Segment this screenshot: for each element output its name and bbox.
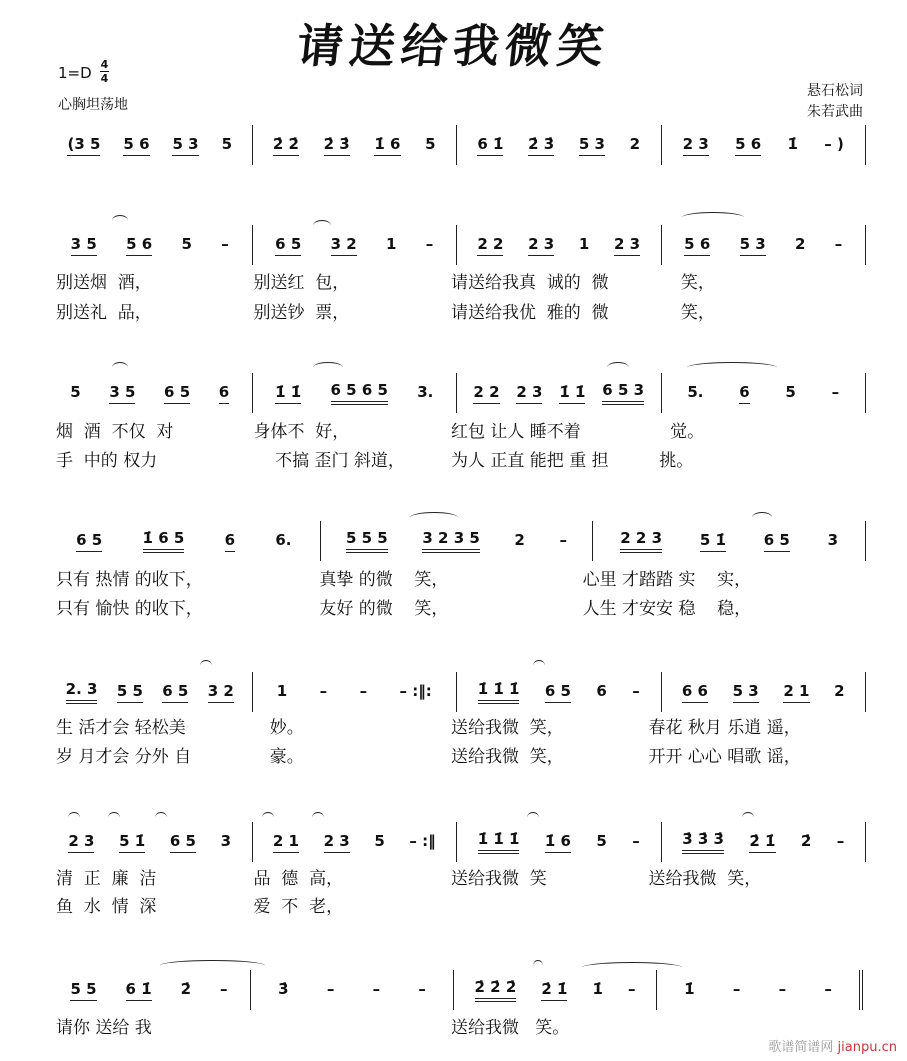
note-group: – (831, 383, 840, 401)
note-group: 5 1̇ (700, 531, 726, 552)
bar-line (865, 822, 866, 862)
note-group: 1̇ 1̇ 1̇ (478, 830, 520, 854)
note-group: 1 (578, 235, 590, 253)
staff-system (48, 822, 866, 862)
note-group: 6 5 3 (602, 381, 644, 405)
bar-line (865, 125, 866, 165)
note-group: 2̇ (180, 980, 192, 998)
note-group: 6 5 6 5 (331, 381, 388, 405)
note-group: 2 2 (473, 383, 499, 404)
note-group: 5 (374, 832, 385, 850)
watermark-site: 歌谱简谱网 (768, 1040, 834, 1055)
measure (48, 225, 252, 265)
lyric-segment: 生 活才会 轻松美 (56, 718, 186, 738)
note-group: 3 2 3 5 (422, 529, 479, 553)
lyric-segment: 送给我微 笑 (451, 869, 547, 889)
lyric-line (56, 268, 846, 293)
measure (661, 225, 866, 265)
slur-mark (68, 812, 80, 823)
staff-system (48, 672, 866, 712)
lyric-segment: 别送礼 品， (56, 303, 152, 323)
note-group: 2 3 (683, 135, 709, 156)
note-group: 2 2 (477, 235, 503, 256)
slur-mark (533, 660, 545, 671)
note-group: 2̇ 3̇ (324, 135, 350, 156)
note-group: 6. (275, 531, 292, 549)
measure (456, 125, 661, 165)
lyric-line (56, 298, 846, 323)
staff-system (48, 225, 866, 265)
note-group: – (732, 980, 741, 998)
note-group: 5 3 (579, 135, 605, 156)
lyric-segment: 友好 的微 笑， (319, 599, 449, 619)
note-group: 1̇ (592, 980, 603, 998)
note-group: 5 (785, 383, 796, 401)
lyric-segment: 别送烟 酒， (56, 273, 152, 293)
slur-mark (533, 960, 543, 971)
staff-system (48, 521, 866, 561)
note-group: 5. (687, 383, 704, 401)
measure (48, 672, 252, 712)
time-signature (100, 58, 109, 85)
measure (456, 373, 661, 413)
slur-mark (262, 812, 274, 823)
slur-mark (160, 960, 265, 971)
note-group: 6 5 (76, 531, 102, 552)
note-group: – (359, 682, 368, 700)
note-group: – (326, 980, 335, 998)
lyric-segment: 春花 秋月 乐逍 遥， (648, 718, 801, 738)
slur-mark (607, 362, 629, 373)
note-group: 2̇ 1̇ (541, 980, 567, 1001)
note-group: 3 2 (331, 235, 357, 256)
lyric-segment: 送给我微 笑， (451, 747, 564, 767)
lyric-segment (649, 892, 847, 917)
measure (250, 970, 453, 1010)
note-group: 3̇ 3̇ 3̇ (682, 830, 724, 854)
note-group: 2 3 (528, 235, 554, 256)
lyric-line (56, 594, 846, 619)
note-group: 3̇ (278, 980, 289, 998)
note-group: 5 6 (684, 235, 710, 256)
note-group: – (559, 531, 567, 549)
note-group: 1̇ 1̇ (559, 383, 585, 404)
measure (453, 970, 656, 1010)
measure (252, 373, 457, 413)
lyric-segment: 笑， (648, 273, 715, 293)
slur-mark (752, 512, 772, 523)
lyric-segment: 送给我微 笑。 (451, 1018, 570, 1038)
note-group: – (418, 980, 426, 998)
lyric-segment: 笑， (648, 303, 715, 323)
lyric-segment: 真挚 的微 笑， (319, 570, 449, 590)
slur-mark (687, 362, 777, 373)
lyric-line (56, 864, 846, 889)
lyric-segment: 烟 酒 不仅 对 (56, 422, 174, 442)
bar-line (865, 521, 866, 561)
measure (456, 672, 661, 712)
note-group: – (824, 980, 832, 998)
note-group: 5 1̇ (119, 832, 145, 853)
key-signature: 1=D (58, 64, 92, 82)
note-group: – ) (824, 135, 844, 153)
measure (252, 672, 457, 712)
note-group: 5 6 (123, 135, 149, 156)
lyricist-credit: 悬石松词 (807, 83, 863, 99)
lyric-segment: 请你 送给 我 (56, 1018, 152, 1038)
measure (656, 970, 859, 1010)
meter-bottom: 4 (100, 72, 109, 85)
measure (48, 125, 252, 165)
measure (661, 822, 866, 862)
lyric-line (56, 417, 846, 442)
note-group: 2̇ 2̇ 2̇ (475, 978, 517, 1002)
meter-top: 4 (100, 58, 109, 71)
bar-line (865, 225, 866, 265)
lyric-segment: 送给我微 笑， (648, 869, 762, 889)
note-group: 1 (276, 682, 288, 700)
lyric-segment: 品 德 高， (253, 869, 344, 889)
measure (48, 521, 320, 561)
lyric-line (56, 446, 846, 471)
lyric-segment: 挑。 (648, 451, 694, 471)
lyric-segment (649, 1013, 847, 1038)
note-group: 5 3 (740, 235, 766, 256)
note-group: 5 3 (733, 682, 759, 703)
slur-mark (112, 215, 128, 226)
lyric-segment: 觉。 (648, 422, 705, 442)
lyric-segment: 不搞 歪门 斜道， (253, 451, 405, 471)
tempo-marking: 心胸坦荡地 (58, 97, 128, 113)
lyric-segment: 只有 热情 的收下， (56, 570, 203, 590)
staff-system (48, 970, 866, 1010)
lyric-segment: 鱼 水 情 深 (56, 897, 157, 917)
note-group: 3 (827, 531, 839, 549)
note-group: – (425, 235, 434, 253)
lyric-line (56, 892, 846, 917)
slur-mark (582, 962, 682, 973)
note-group: 2 (514, 531, 525, 549)
song-title: 请送给我微笑 (294, 19, 613, 73)
slur-mark (200, 660, 212, 671)
note-group: 2 (834, 682, 845, 700)
note-group: – (319, 682, 328, 700)
note-group: – (221, 235, 229, 253)
lyric-segment: 请送给我优 雅的 微 (451, 303, 609, 323)
slur-mark (313, 362, 343, 373)
note-group: – (372, 980, 381, 998)
note-group: 6 5 (275, 235, 301, 256)
measure (456, 822, 661, 862)
lyric-segment: 心里 才踏踏 实 实， (582, 570, 752, 590)
note-group: 6 5 (545, 682, 571, 703)
note-group: 2 1 (783, 682, 809, 703)
measure (456, 225, 661, 265)
note-group: 5 (221, 135, 232, 153)
note-group: (3 5 (67, 135, 100, 156)
note-group: 5 5 (117, 682, 143, 703)
note-group: – (778, 980, 787, 998)
measure (661, 373, 866, 413)
slur-mark (682, 212, 744, 223)
note-group: 6 5 (164, 383, 190, 404)
lyric-segment: 为人 正直 能把 重 担 (451, 451, 609, 471)
note-group: – (632, 832, 640, 850)
note-group: 6 6 (682, 682, 708, 703)
lyric-segment: 清 正 廉 洁 (56, 869, 157, 889)
note-group: 2 3 (68, 832, 94, 853)
slur-mark (108, 812, 120, 823)
note-group: 2 1 (273, 832, 299, 853)
note-group: 1̇ 6 (374, 135, 400, 156)
measure (252, 225, 457, 265)
note-group: – :‖ (409, 832, 436, 850)
note-group: 2 (629, 135, 641, 153)
note-group: – (219, 980, 228, 998)
note-group: 2 3 (324, 832, 350, 853)
note-group: 1 (386, 235, 397, 253)
note-group: 1̇ (787, 135, 798, 153)
lyric-segment: 别送红 包， (253, 273, 350, 293)
slur-mark (155, 812, 167, 823)
lyric-segment: 人生 才安安 稳 稳， (582, 599, 752, 619)
measure (661, 672, 866, 712)
note-group: 5 5 5 (346, 529, 388, 553)
slur-mark (410, 512, 458, 523)
note-group: 2 2 3 (620, 529, 662, 553)
note-group: 5 6 (735, 135, 761, 156)
note-group: 5 3 (172, 135, 198, 156)
note-group: 3 5 (109, 383, 135, 404)
note-group: 6 1̇ (477, 135, 503, 156)
note-group: 3. (417, 383, 434, 401)
lyric-segment: 红包 让人 睡不着 (451, 422, 581, 442)
lyric-line (56, 713, 846, 738)
note-group: 5 (596, 832, 607, 850)
measure (252, 822, 457, 862)
watermark-url: jianpu.cn (837, 1040, 897, 1055)
note-group: 6 (225, 531, 235, 552)
bar-line (865, 373, 866, 413)
measure (48, 373, 252, 413)
slur-mark (742, 812, 754, 823)
lyric-segment: 手 中的 权力 (56, 451, 158, 471)
composer-credit: 朱若武曲 (807, 104, 863, 120)
note-group: – (836, 832, 845, 850)
slur-mark (527, 812, 539, 823)
slur-mark (312, 812, 324, 823)
note-group: 3 2 (208, 682, 234, 703)
note-group: 2̇ 3̇ (528, 135, 554, 156)
note-group: – (627, 980, 636, 998)
note-group: 6 (739, 383, 749, 404)
lyric-segment (254, 1013, 452, 1038)
bar-line (865, 672, 866, 712)
lyric-segment: 爱 不 老， (253, 897, 344, 917)
lyric-line (56, 742, 846, 767)
lyric-line (56, 1013, 846, 1038)
measure (48, 970, 250, 1010)
measure (592, 521, 865, 561)
note-group: 1̇ 1̇ 1̇ (478, 680, 520, 704)
staff-system (48, 125, 866, 165)
lyric-segment: 豪。 (253, 747, 304, 767)
note-group: 3 5 (71, 235, 97, 256)
slur-mark (112, 362, 128, 373)
staff-system (48, 373, 866, 413)
note-group: – (632, 682, 640, 700)
note-group: 5 5 (70, 980, 96, 1001)
note-group: 1̇ 6 (545, 832, 571, 853)
note-group: 6 1̇ (126, 980, 152, 1001)
measure (48, 822, 252, 862)
note-group: 2̇ (800, 832, 812, 850)
lyric-segment: 身体不 好， (253, 422, 350, 442)
note-group: 5 (425, 135, 436, 153)
lyric-segment: 请送给我真 诚的 微 (451, 273, 609, 293)
note-group: 2 3 (614, 235, 640, 256)
note-group: 6 5 (764, 531, 790, 552)
measure (252, 125, 457, 165)
note-group: 1̇ 6 5 (143, 529, 185, 553)
watermark (768, 1036, 897, 1055)
note-group: 3 (220, 832, 232, 850)
slur-mark (313, 220, 331, 231)
note-group: 2̇ 1̇ (749, 832, 775, 853)
lyric-line (56, 565, 846, 590)
bar-line (859, 970, 866, 1010)
note-group: 6 5 (170, 832, 196, 853)
lyric-segment: 岁 月才会 分外 自 (56, 747, 192, 767)
lyric-segment (451, 892, 649, 917)
note-group: – :‖: (399, 682, 432, 700)
note-group: 6 5 (162, 682, 188, 703)
note-group: 5 6 (126, 235, 152, 256)
note-group: 1̇ 1̇ (275, 383, 301, 404)
note-group: 5 (181, 235, 192, 253)
note-group: 6 (219, 383, 229, 404)
note-group: 2 (795, 235, 806, 253)
note-group: 6 (596, 682, 607, 700)
lyric-segment: 送给我微 笑， (451, 718, 564, 738)
note-group: – (834, 235, 843, 253)
lyric-segment: 只有 愉快 的收下， (56, 599, 203, 619)
lyric-segment: 开开 心心 唱歌 谣， (648, 747, 801, 767)
note-group: 2̇ 2̇ (273, 135, 299, 156)
lyric-segment: 别送钞 票， (253, 303, 350, 323)
note-group: 5 (70, 383, 81, 401)
note-group: 2. 3 (66, 680, 98, 704)
lyric-segment: 妙。 (253, 718, 304, 738)
measure (320, 521, 593, 561)
note-group: 2 3 (516, 383, 542, 404)
measure (661, 125, 866, 165)
note-group: 1̇ (684, 980, 695, 998)
